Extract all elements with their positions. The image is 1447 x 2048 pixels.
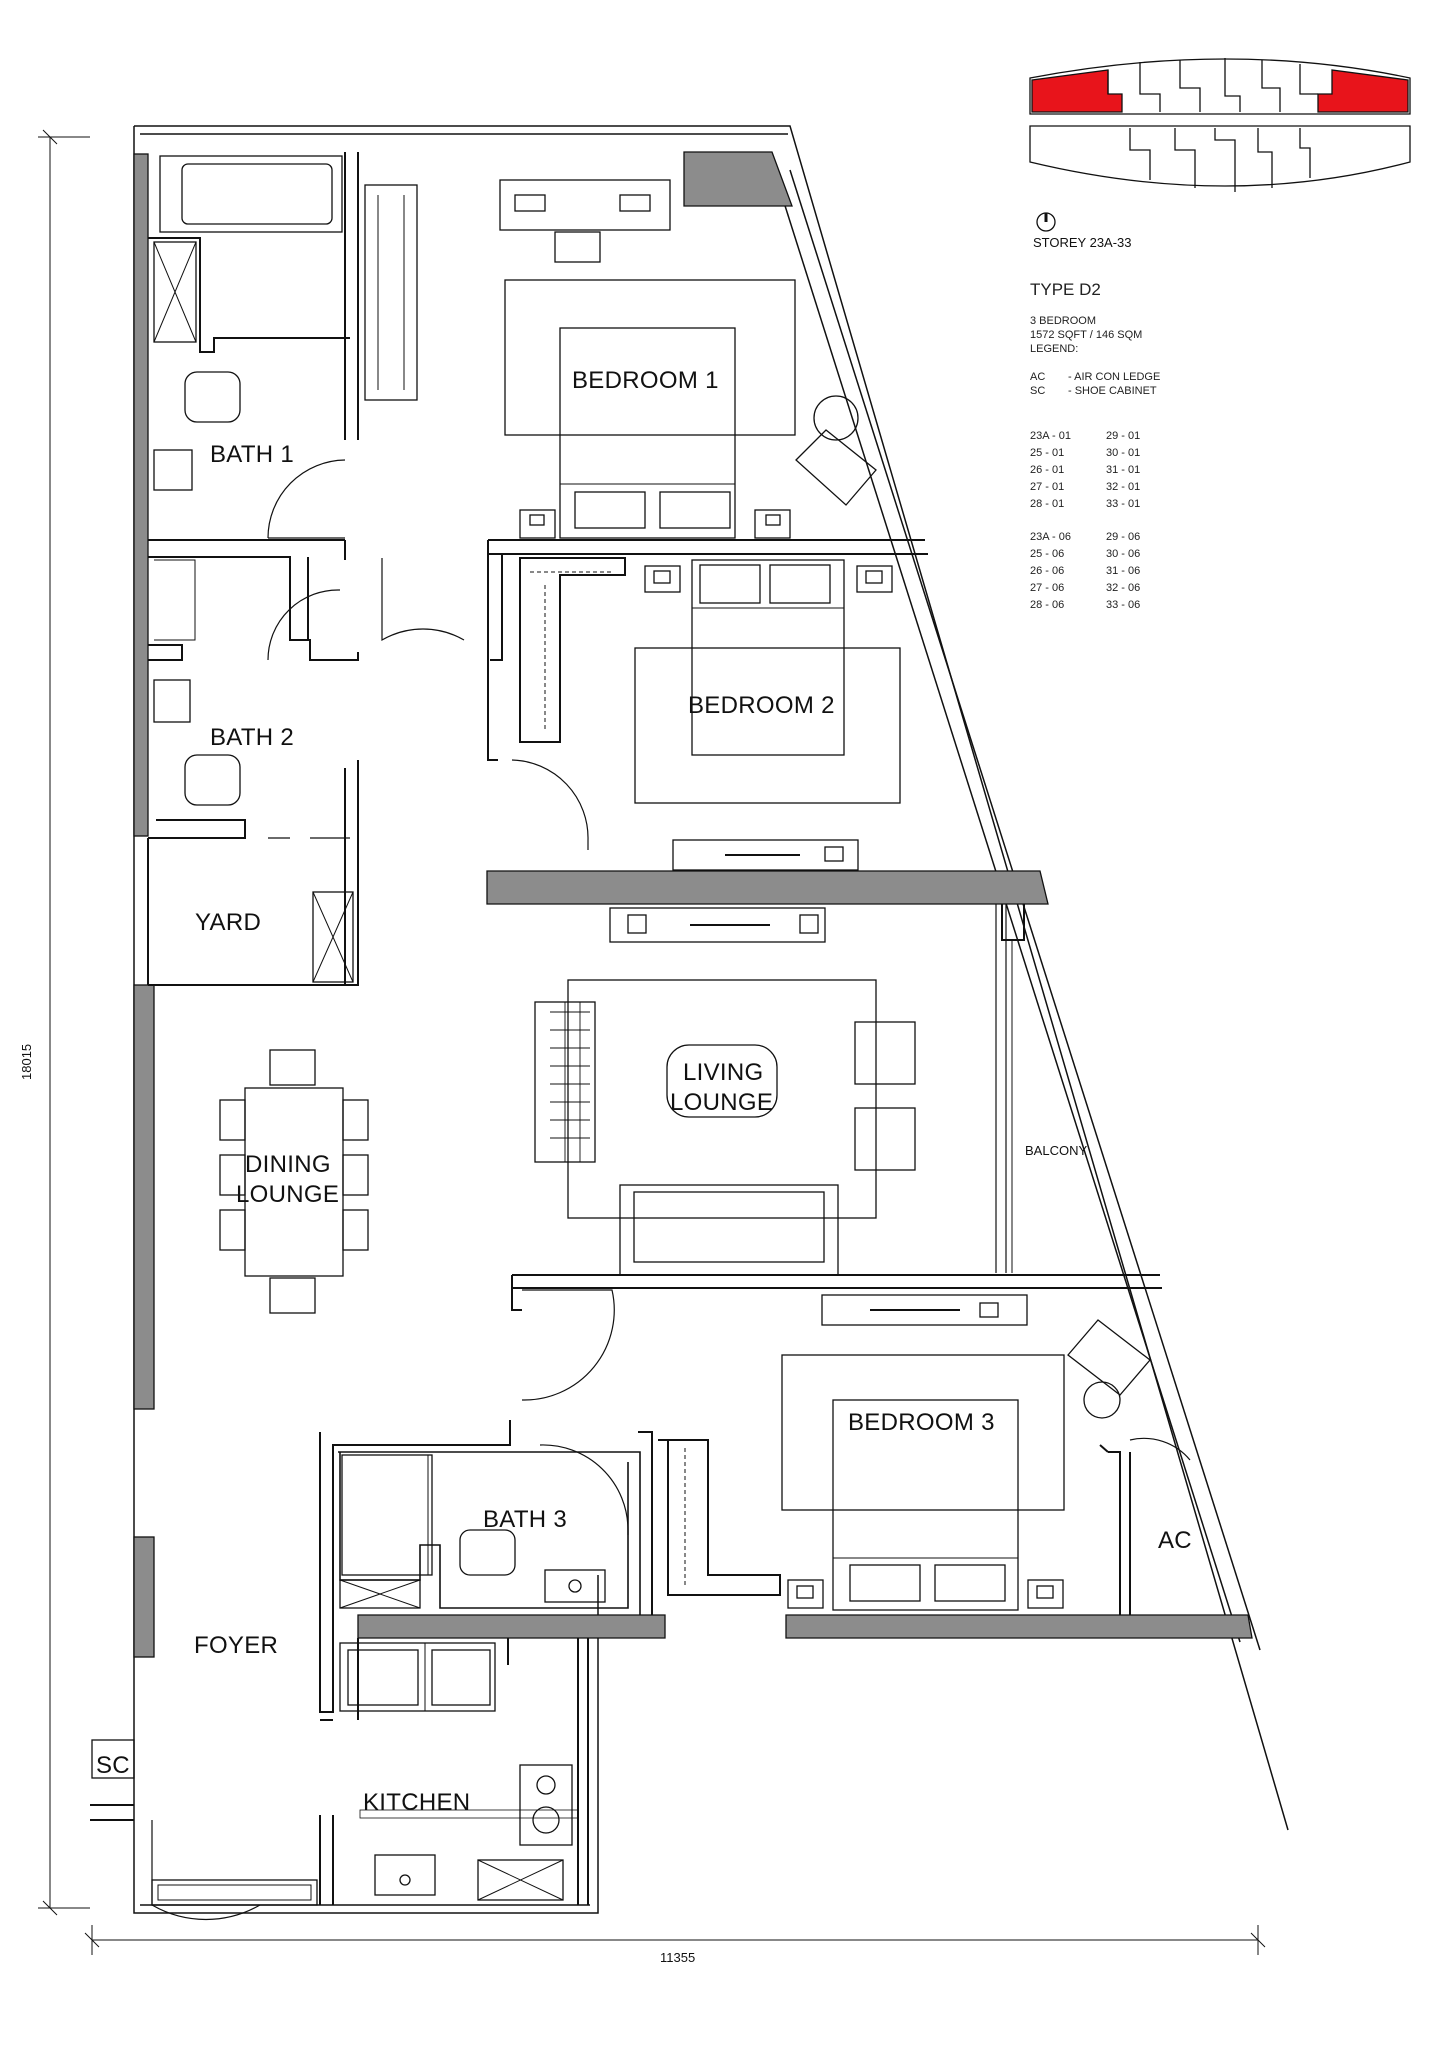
basin-bath3 — [545, 1570, 605, 1602]
legend-desc: - AIR CON LEDGE — [1068, 371, 1161, 383]
basin-bath2 — [154, 680, 190, 722]
unit-number: 29 - 01 — [1106, 430, 1141, 442]
unit-number: 26 - 06 — [1030, 565, 1065, 577]
unit-type: TYPE D2 — [1030, 280, 1101, 299]
room-label-bath2: BATH 2 — [210, 724, 295, 751]
bathtub — [160, 156, 342, 232]
west-wall-lower — [134, 1537, 154, 1657]
unit-number: 25 - 06 — [1030, 548, 1065, 560]
units-list-06 — [1030, 529, 1410, 614]
nightstand-bedroom3-right — [1028, 1580, 1063, 1608]
height-dimension: 18015 — [19, 1043, 34, 1080]
west-wall-middle — [134, 985, 154, 1409]
corner-column — [684, 152, 792, 206]
armchair-living-2 — [855, 1108, 915, 1170]
key-plan-outline-bottom — [1030, 126, 1410, 186]
unit-number: 23A - 01 — [1030, 430, 1071, 442]
bed-bedroom2 — [692, 560, 844, 755]
side-table-bedroom1 — [814, 396, 858, 440]
legend-panel — [1030, 280, 1410, 614]
unit-number: 32 - 01 — [1106, 481, 1141, 493]
room-label-bath1: BATH 1 — [210, 441, 295, 468]
unit-number: 30 - 06 — [1106, 548, 1141, 560]
unit-number: 27 - 01 — [1030, 481, 1065, 493]
room-label-balcony: BALCONY — [1025, 1143, 1088, 1158]
legend-code: SC — [1030, 385, 1046, 397]
door-bedroom2 — [512, 760, 588, 850]
unit-number: 27 - 06 — [1030, 582, 1065, 594]
legend-desc: - SHOE CABINET — [1068, 385, 1157, 397]
nightstand-bedroom3-left — [788, 1580, 823, 1608]
unit-number: 23A - 06 — [1030, 531, 1071, 543]
door-bedroom3 — [522, 1290, 614, 1400]
legend-title: LEGEND: — [1030, 343, 1079, 355]
room-label-sc: SC — [96, 1752, 130, 1779]
unit-number: 25 - 01 — [1030, 447, 1065, 459]
room-label-dining-2: LOUNGE — [236, 1181, 340, 1208]
room-label-bedroom1: BEDROOM 1 — [572, 367, 719, 394]
storey-label: STOREY 23A-33 — [1033, 235, 1132, 250]
armchair-bedroom1 — [796, 430, 876, 505]
door-bath2 — [268, 590, 340, 660]
dining-chair-2 — [270, 1278, 315, 1313]
unit-number: 29 - 06 — [1106, 531, 1141, 543]
room-label-yard: YARD — [195, 909, 262, 936]
rug-bedroom1 — [505, 280, 795, 435]
unit-number: 32 - 06 — [1106, 582, 1141, 594]
shower-bath3 — [342, 1455, 432, 1575]
room-label-kitchen: KITCHEN — [363, 1789, 471, 1816]
door-bedroom1 — [382, 558, 464, 640]
dining-chair-1 — [270, 1050, 315, 1085]
key-plan — [1030, 58, 1410, 231]
unit-number: 26 - 01 — [1030, 464, 1065, 476]
legend-item-ac — [1030, 370, 1410, 384]
toilet-bath2 — [185, 755, 240, 805]
unit-number: 31 - 06 — [1106, 565, 1141, 577]
room-label-bedroom2: BEDROOM 2 — [688, 692, 835, 719]
side-table-bedroom3 — [1084, 1382, 1120, 1418]
room-label-living-1: LIVING — [683, 1059, 764, 1086]
unit-number: 28 - 01 — [1030, 498, 1065, 510]
legend-item-sc — [1030, 384, 1410, 398]
room-label-bedroom3: BEDROOM 3 — [848, 1409, 995, 1436]
unit-number: 33 - 01 — [1106, 498, 1141, 510]
unit-number: 30 - 01 — [1106, 447, 1141, 459]
wall-bed3-south — [786, 1615, 1252, 1638]
west-wall-upper — [134, 154, 148, 836]
nightstand-bedroom1-right — [755, 510, 790, 538]
unit-number: 28 - 06 — [1030, 599, 1065, 611]
wardrobe-bedroom1 — [365, 185, 417, 400]
unit-number: 33 - 06 — [1106, 599, 1141, 611]
bedroom-count: 3 BEDROOM — [1030, 315, 1097, 327]
desk-bedroom1 — [500, 180, 670, 230]
width-dimension: 11355 — [660, 1950, 696, 1965]
rug-bedroom2 — [635, 648, 900, 803]
basin-bath1 — [154, 450, 192, 490]
wall-bath3-bed3 — [358, 1615, 665, 1638]
nightstand-bedroom2-right — [857, 566, 892, 592]
toilet-bath3 — [460, 1530, 515, 1575]
room-label-living-2: LOUNGE — [670, 1089, 774, 1116]
unit-area: 1572 SQFT / 146 SQM — [1030, 329, 1143, 341]
door-bath1 — [268, 460, 345, 538]
toilet-bath1 — [185, 372, 240, 422]
room-label-bath3: BATH 3 — [483, 1506, 568, 1533]
room-label-ac: AC — [1158, 1527, 1192, 1554]
legend-code: AC — [1030, 371, 1046, 383]
bed-bedroom1 — [560, 328, 735, 538]
room-label-foyer: FOYER — [194, 1632, 279, 1659]
room-label-dining-1: DINING — [245, 1151, 331, 1178]
nightstand-bedroom1-left — [520, 510, 555, 538]
wall-bed2-living — [487, 871, 1048, 904]
nightstand-bedroom2-left — [645, 566, 680, 592]
unit-number: 31 - 01 — [1106, 464, 1141, 476]
armchair-living-1 — [855, 1022, 915, 1084]
units-list-01 — [1030, 428, 1410, 513]
